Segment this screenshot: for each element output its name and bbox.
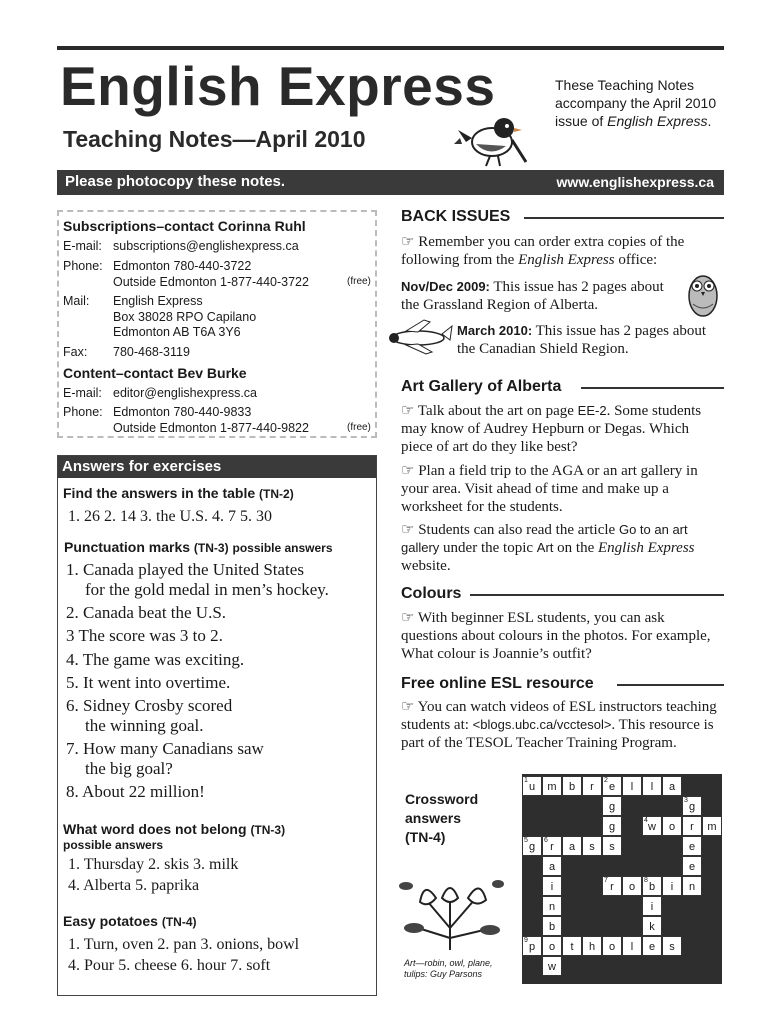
- contact-box: Subscriptions–contact Corinna Ruhl E-mail: subscriptions@englishexpress.ca Phone: Edmonton 780-440-3722 Outside Edmonton 1-877-440-3722 (free) Mail: English Express Box 38028 RPO Capilano Edmonton AB T6A 3Y6 Fax: 780-468-3119 Content–contact Bev Burke E-mail: editor@englishexpress.ca Phone: Edmonton 780-440-9833 Outside Edmonton 1-877-440-9822 (free): [57, 210, 377, 438]
- crossword-cell: o: [662, 816, 682, 836]
- crossword-cell: l: [622, 776, 642, 796]
- art-gallery-p3: ☞ Students can also read the article Go to an art gallery under the topic Art on the English Express website.: [401, 522, 695, 574]
- crossword-cell: a: [662, 776, 682, 796]
- tesol-link[interactable]: <blogs.ubc.ca/vcctesol>: [472, 717, 612, 732]
- crossword-cell: i: [662, 876, 682, 896]
- crossword-cell: h: [582, 936, 602, 956]
- crossword-cell: n: [682, 876, 702, 896]
- crossword-label: Crossword answers (TN-4): [405, 791, 479, 845]
- tulips-icon: [398, 858, 506, 954]
- content-contact-heading: Content–contact Bev Burke: [63, 365, 247, 381]
- crossword-cell: m: [702, 816, 722, 836]
- owl-icon: [683, 268, 723, 320]
- editor-email[interactable]: editor@englishexpress.ca: [113, 386, 258, 400]
- top-rule: [57, 46, 724, 50]
- colours-p1: ☞ With beginner ESL students, you can ask questions about colours in the photos. For example, What colour is Joannie’s outfit?: [401, 610, 711, 662]
- crossword-cell: 9 p: [522, 936, 542, 956]
- crossword-cell: s: [582, 836, 602, 856]
- page-subtitle: Teaching Notes—April 2010: [63, 126, 366, 152]
- crossword-cell: 4 w: [642, 816, 662, 836]
- free-resource-heading: Free online ESL resource: [401, 675, 594, 692]
- crossword-cell: t: [562, 936, 582, 956]
- crossword-cell: r: [582, 776, 602, 796]
- crossword-cell: k: [642, 916, 662, 936]
- crossword-cell: m: [542, 776, 562, 796]
- punctuation-heading: Punctuation marks (TN-3) possible answers: [64, 539, 333, 555]
- back-issue-march: March 2010: This issue has 2 pages about the Canadian Shield Region.: [457, 323, 707, 357]
- art-credit: Art—robin, owl, plane, tulips: Guy Parsons: [404, 958, 493, 979]
- crossword-cell: g: [602, 796, 622, 816]
- subscriptions-heading: Subscriptions–contact Corinna Ruhl: [63, 218, 306, 234]
- potatoes-heading: Easy potatoes (TN-4): [63, 913, 197, 929]
- crossword-cell: n: [542, 896, 562, 916]
- robin-icon: [452, 108, 532, 170]
- back-issues-intro: ☞ Remember you can order extra copies of the following from the English Express office:: [401, 234, 685, 268]
- crossword-cell: e: [682, 836, 702, 856]
- answers-box: Answers for exercises Find the answers in the table (TN-2) 1. 26 2. 14 3. the U.S. 4. 7 5. 30 Punctuation marks (TN-3) possible answers 1. Canada played the United States for the gold medal in men’s hockey. 2. Canada beat the U.S. 3 The score was 3 to 2. 4. The game was exciting. 5. It went into overtime. 6. Sidney Crosby scored the winning goal. 7. How many Canadians saw the big goal? 8. About 22 million! What word does not belong (TN-3) possible answers 1. Thursday 2. skis 3. milk 4. Alberta 5. paprika Easy potatoes (TN-4) 1. Turn, oven 2. pan 3. onions, bowl 4. Pour 5. cheese 6. hour 7. soft: [57, 455, 377, 996]
- crossword-cell: l: [642, 776, 662, 796]
- accompany-note: These Teaching Notes accompany the April 2010 issue of English Express.: [555, 77, 717, 129]
- crossword-cell: s: [602, 836, 622, 856]
- free-resource-p1: ☞ You can watch videos of ESL instructors teaching students at: <blogs.ubc.ca/vcctesol>. This resource is part of the TESOL Teacher Training Program.: [401, 699, 717, 751]
- crossword-cell: s: [662, 936, 682, 956]
- crossword-cell: e: [682, 856, 702, 876]
- table-heading: Find the answers in the table (TN-2): [63, 485, 294, 501]
- back-issues-heading: BACK ISSUES: [401, 208, 511, 225]
- crossword-cell: a: [562, 836, 582, 856]
- art-gallery-heading: Art Gallery of Alberta: [401, 378, 562, 395]
- crossword-cell: o: [602, 936, 622, 956]
- colours-heading: Colours: [401, 585, 462, 602]
- plane-icon: [384, 316, 454, 358]
- crossword-grid: [522, 774, 722, 984]
- photocopy-band: [57, 170, 724, 195]
- crossword-cell: b: [562, 776, 582, 796]
- crossword-cell: w: [542, 956, 562, 976]
- photocopy-note: Please photocopy these notes.: [65, 173, 286, 190]
- crossword-cell: 2 e: [602, 776, 622, 796]
- crossword-cell: e: [642, 936, 662, 956]
- belong-heading: What word does not belong (TN-3): [63, 821, 286, 837]
- crossword-cell: 6 r: [542, 836, 562, 856]
- crossword-cell: g: [602, 816, 622, 836]
- subscriptions-email[interactable]: subscriptions@englishexpress.ca: [113, 239, 299, 253]
- art-gallery-p2: ☞ Plan a field trip to the AGA or an art gallery in your area. Visit ahead of time and make up a worksheet for the students.: [401, 463, 698, 515]
- crossword-cell: o: [542, 936, 562, 956]
- crossword-cell: 7 r: [602, 876, 622, 896]
- crossword-cell: a: [542, 856, 562, 876]
- crossword-cell: r: [682, 816, 702, 836]
- crossword-cell: l: [622, 936, 642, 956]
- back-issue-nov: Nov/Dec 2009: This issue has 2 pages about the Grassland Region of Alberta.: [401, 279, 664, 313]
- page-title: English Express: [60, 55, 496, 117]
- crossword-cell: i: [642, 896, 662, 916]
- website-link[interactable]: www.englishexpress.ca: [556, 174, 714, 190]
- crossword-cell: 1 u: [522, 776, 542, 796]
- answers-heading: Answers for exercises: [58, 456, 376, 478]
- crossword-cell: o: [622, 876, 642, 896]
- crossword-cell: 3 g: [682, 796, 702, 816]
- crossword-cell: 8 b: [642, 876, 662, 896]
- art-gallery-p1: ☞ Talk about the art on page EE-2. Some students may know of Audrey Hepburn or Degas. Which piece of art do they like best?: [401, 403, 702, 455]
- crossword-cell: b: [542, 916, 562, 936]
- crossword-cell: 5 g: [522, 836, 542, 856]
- crossword-cell: i: [542, 876, 562, 896]
